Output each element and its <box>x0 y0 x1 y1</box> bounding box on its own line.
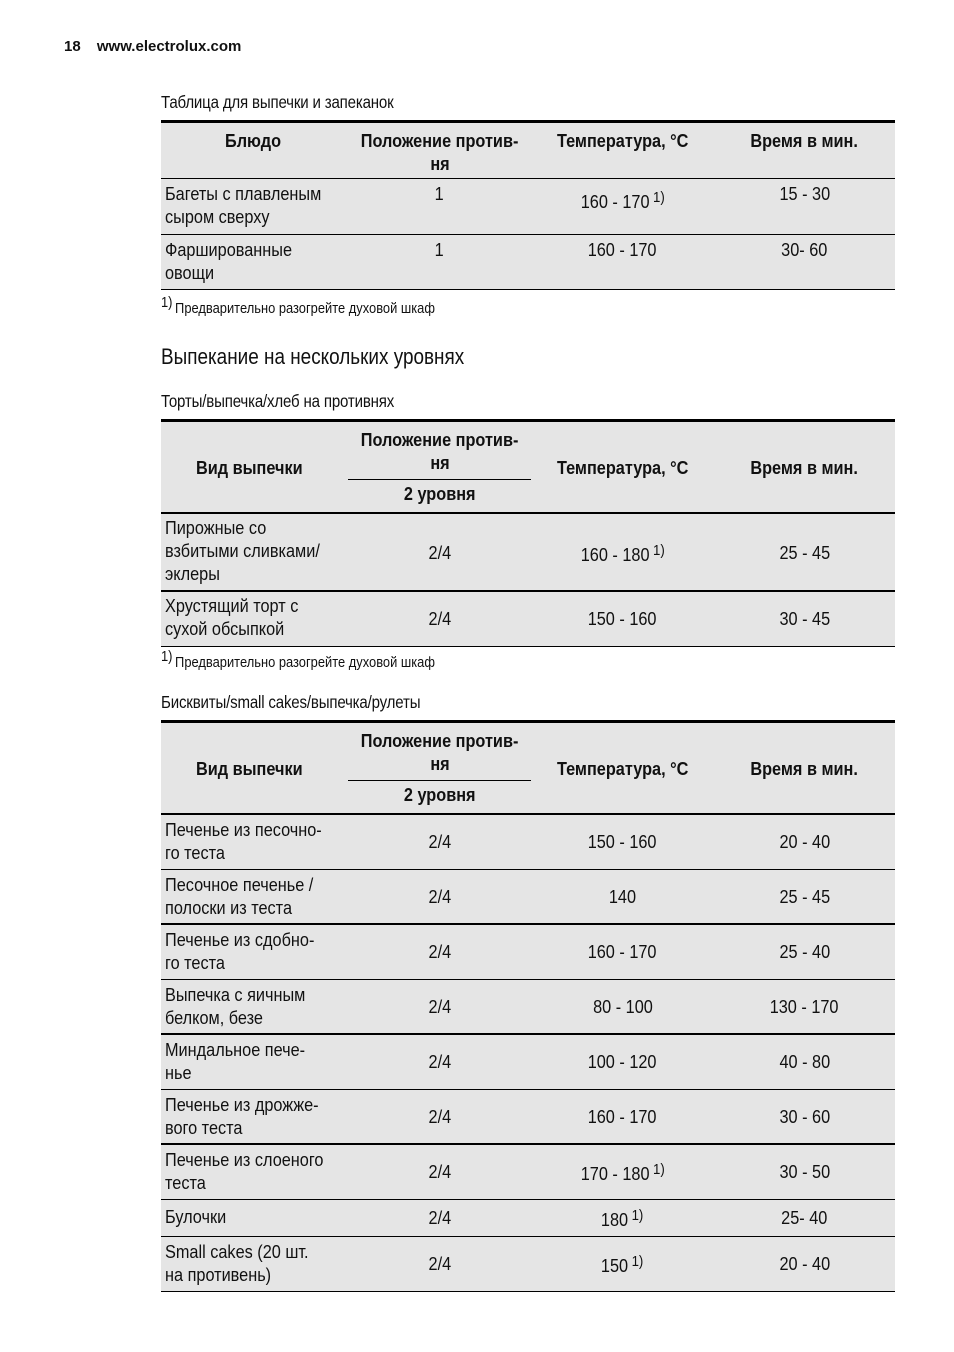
cell-temperature: 100 - 120 <box>588 1051 657 1073</box>
cell-temperature: 180 $^{1)}$ <box>601 1207 644 1230</box>
cell-dish: Печенье из песочно- го теста <box>165 819 322 863</box>
cell-position: 2/4 <box>428 1051 451 1073</box>
cell-time: 30 - 60 <box>779 1105 830 1127</box>
table-row <box>161 1144 895 1199</box>
cell-time: 20 - 40 <box>779 831 830 853</box>
page-number: 18 <box>64 38 81 55</box>
cell-dish: Миндальное пече- нье <box>165 1039 306 1083</box>
cell-position: 1 <box>434 183 445 204</box>
cell-time: 15 - 30 <box>779 183 830 204</box>
cell-position: 1 <box>434 239 445 260</box>
cell-temperature: 170 - 180 $^{1)}$ <box>580 1161 665 1185</box>
cell-temperature: 160 - 170 <box>588 239 657 260</box>
table-row <box>161 1199 895 1236</box>
cell-temperature: 160 - 170 $^{1)}$ <box>580 189 665 212</box>
table-row <box>161 814 895 869</box>
cell-temperature: 160 - 170 <box>588 1105 657 1127</box>
table-row <box>161 1089 895 1144</box>
cell-dish: Хрустящий торт с сухой обсыпкой <box>165 595 299 639</box>
cell-temperature: 160 - 170 <box>588 941 657 963</box>
cell-time: 25 - 45 <box>779 541 830 563</box>
cell-position: 2/4 <box>428 995 451 1017</box>
cell-dish: Печенье из дрожже- вого теста <box>165 1093 319 1138</box>
table-header-row <box>161 722 895 782</box>
footnote-mark: 1) <box>161 294 173 311</box>
cell-time: 25- 40 <box>781 1207 828 1228</box>
cell-temperature: 160 - 180 $^{1)}$ <box>580 541 665 565</box>
col-temperature: Температура, °C <box>556 130 689 151</box>
table2-title: Торты/выпечка/хлеб на противнях <box>161 391 395 411</box>
cell-dish: Булочки <box>165 1205 227 1227</box>
table-row <box>161 179 895 235</box>
table-row <box>161 1034 895 1089</box>
cell-position: 2/4 <box>428 1105 451 1127</box>
cell-time: 30 - 50 <box>779 1161 830 1183</box>
col-kind: Вид выпечки <box>161 722 348 815</box>
biscuits-table <box>161 720 895 1292</box>
table1-title: Таблица для выпечки и запеканок <box>161 92 394 112</box>
cell-dish: Печенье из слоеного теста <box>165 1149 324 1193</box>
cell-position: 2/4 <box>428 1253 451 1274</box>
cell-time: 20 - 40 <box>779 1253 830 1274</box>
table-header-row <box>161 122 895 179</box>
cell-dish: Багеты с плавленым сыром сверху <box>165 183 322 227</box>
cell-time: 30 - 45 <box>779 608 830 630</box>
col-kind: Вид выпечки <box>161 421 348 514</box>
cell-dish: Песочное печенье / полоски из теста <box>165 873 314 918</box>
footnote: $^{1)}$ Предварительно разогрейте духовой шкаф <box>161 294 435 317</box>
col-time: Время в мин. <box>714 722 895 815</box>
footnote-ref: 1) <box>652 541 665 559</box>
col-dish: Блюдо <box>224 130 281 151</box>
table-row <box>161 513 895 591</box>
cell-dish: Пирожные со взбитыми сливками/ эклеры <box>165 517 320 584</box>
cell-dish: Фаршированные овощи <box>165 239 293 283</box>
footnote-ref: 1) <box>631 1207 644 1224</box>
cell-position: 2/4 <box>428 541 451 563</box>
table-row <box>161 924 895 979</box>
footnote-mark: 1) <box>161 648 173 665</box>
table-row <box>161 591 895 646</box>
col-time: Время в мин. <box>714 421 895 514</box>
table3-title: Бисквиты/small cakes/выпечка/рулеты <box>161 692 421 712</box>
cell-time: 40 - 80 <box>779 1051 830 1073</box>
cell-temperature: 80 - 100 <box>592 995 653 1017</box>
baking-table <box>161 120 895 290</box>
col-position-levels: 2 уровня <box>348 480 531 513</box>
cell-time: 25 - 40 <box>779 941 830 963</box>
cell-temperature: 150 $^{1)}$ <box>601 1253 644 1276</box>
cell-position: 2/4 <box>428 1207 451 1228</box>
footnote-ref: 1) <box>652 189 665 206</box>
table-header-row <box>161 421 895 481</box>
col-position: Положение против- ня <box>348 722 531 782</box>
cell-time: 25 - 45 <box>779 885 830 907</box>
site-url: www.electrolux.com <box>96 38 242 55</box>
table-row <box>161 869 895 924</box>
col-time: Время в мин. <box>750 130 859 151</box>
col-position: Положение против- ня <box>348 421 531 481</box>
footnote-ref: 1) <box>631 1253 644 1270</box>
table-row <box>161 979 895 1034</box>
cell-time: 130 - 170 <box>770 995 839 1017</box>
table-row <box>161 1236 895 1291</box>
cell-position: 2/4 <box>428 1161 451 1183</box>
cell-time: 30- 60 <box>781 239 828 260</box>
cell-dish: Выпечка с яичным белком, безе <box>165 983 306 1028</box>
cakes-table <box>161 419 895 647</box>
cell-position: 2/4 <box>428 608 451 630</box>
col-position-levels: 2 уровня <box>348 781 531 814</box>
col-temperature: Температура, °C <box>531 421 714 514</box>
cell-dish: Small cakes (20 шт. на противень) <box>165 1240 309 1285</box>
page-header <box>64 38 241 55</box>
footnote: $^{1)}$ Предварительно разогрейте духовой шкаф <box>161 648 435 671</box>
cell-position: 2/4 <box>428 831 451 853</box>
cell-temperature: 140 <box>608 885 637 907</box>
footnote-ref: 1) <box>652 1161 665 1179</box>
col-temperature: Температура, °C <box>531 722 714 815</box>
cell-temperature: 150 - 160 <box>588 608 657 630</box>
cell-dish: Печенье из сдобно- го теста <box>165 929 315 973</box>
col-position: Положение против- ня <box>360 130 519 174</box>
table-row <box>161 235 895 290</box>
cell-position: 2/4 <box>428 941 451 963</box>
cell-position: 2/4 <box>428 885 451 907</box>
section-title: Выпекание на нескольких уровнях <box>161 344 465 369</box>
cell-temperature: 150 - 160 <box>588 831 657 853</box>
